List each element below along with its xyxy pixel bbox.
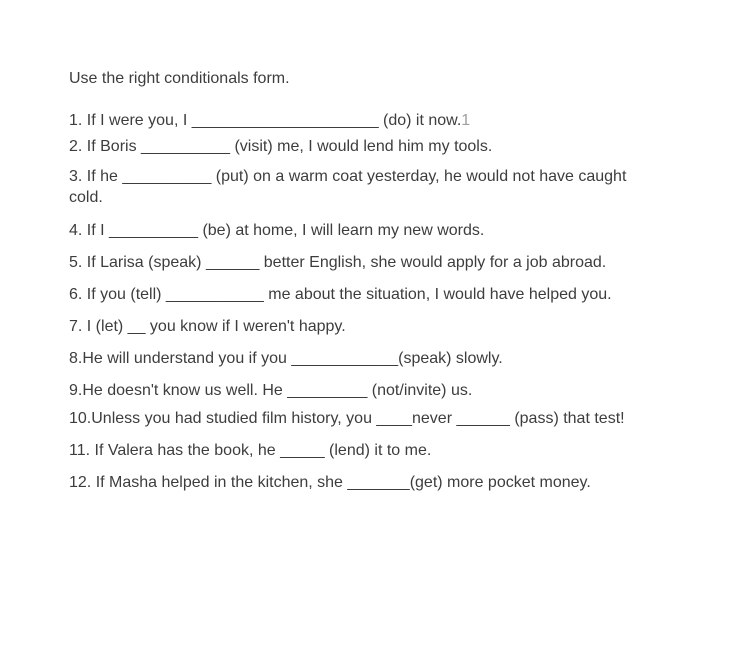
question-10 xyxy=(69,408,703,429)
question-3-text: 3. If he __________ (put) on a warm coat yesterday, he would not have caught xyxy=(69,168,627,185)
question-11-text: 11. If Valera has the book, he _____ (lend) it to me. xyxy=(69,442,432,459)
question-8 xyxy=(69,348,703,369)
question-9 xyxy=(69,380,703,401)
question-4-text: 4. If I __________ (be) at home, I will learn my new words. xyxy=(69,222,485,239)
question-6 xyxy=(69,284,703,305)
question-1-text: 1. If I were you, I _____________________ (do) it now. xyxy=(69,112,462,129)
question-8-text: 8.He will understand you if you ____________(speak) slowly. xyxy=(69,350,503,367)
question-12-text: 12. If Masha helped in the kitchen, she _______(get) more pocket money. xyxy=(69,474,591,491)
question-1-gray-marker: 1 xyxy=(461,112,471,129)
question-7-text: 7. I (let) __ you know if I weren't happy. xyxy=(69,318,346,335)
question-10-text: 10.Unless you had studied film history, you ____never ______ (pass) that test! xyxy=(69,410,625,427)
question-2-text: 2. If Boris __________ (visit) me, I would lend him my tools. xyxy=(69,138,493,155)
question-7 xyxy=(69,316,703,337)
question-12 xyxy=(69,472,703,493)
question-5-text: 5. If Larisa (speak) ______ better English, she would apply for a job abroad. xyxy=(69,254,607,271)
question-3-text-line2: cold. xyxy=(69,189,103,206)
question-11 xyxy=(69,440,703,461)
question-2 xyxy=(69,136,703,157)
question-4 xyxy=(69,220,703,241)
question-9-text: 9.He doesn't know us well. He _________ (not/invite) us. xyxy=(69,382,473,399)
page-title: Use the right conditionals form. xyxy=(69,70,290,87)
question-5 xyxy=(69,252,703,273)
question-1 xyxy=(69,110,703,131)
question-3 xyxy=(69,166,703,208)
question-6-text: 6. If you (tell) ___________ me about the situation, I would have helped you. xyxy=(69,286,612,303)
